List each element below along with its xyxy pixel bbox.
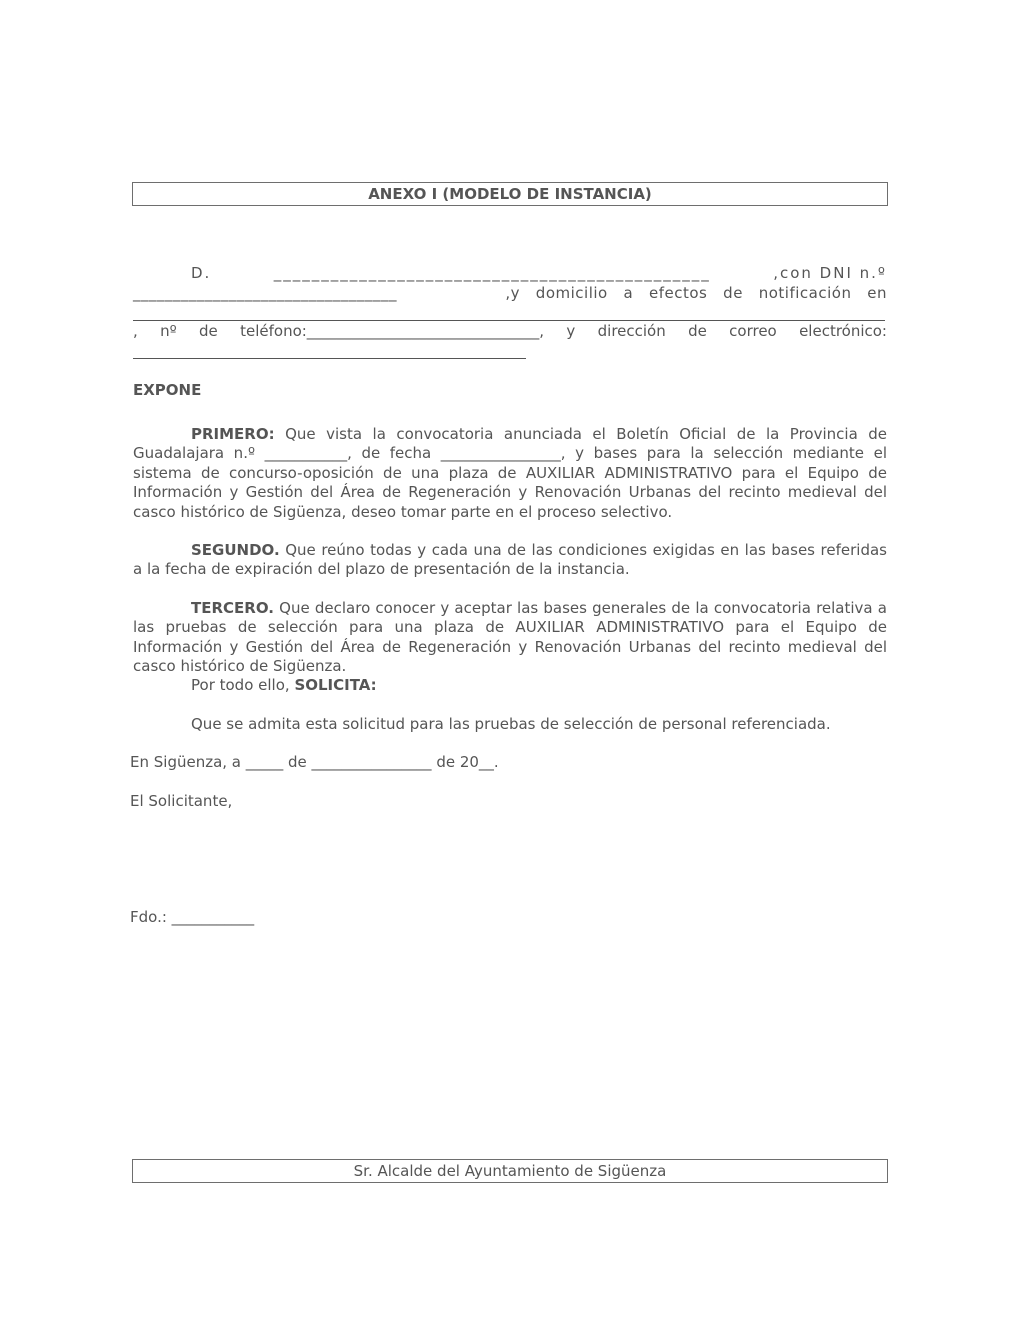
applicant-prefix: D. xyxy=(191,264,212,282)
addressee-box: Sr. Alcalde del Ayuntamiento de Sigüenza xyxy=(132,1159,888,1183)
signature-line: Fdo.: ___________ xyxy=(130,908,255,926)
date-line: En Sigüenza, a _____ de ________________ de 20__. xyxy=(130,753,499,771)
segundo-text: Que reúno todas y cada una de las condiciones exigidas en las bases referidas a la fecha de expiración del plazo de presentación de la instancia. xyxy=(133,541,887,579)
solicita-label: SOLICITA: xyxy=(294,676,377,694)
signer-label: El Solicitante, xyxy=(130,792,233,810)
solicita-prefix: Por todo ello, xyxy=(191,676,295,694)
tercero-paragraph xyxy=(133,599,887,677)
dni-label: ,con DNI n.º xyxy=(773,264,887,282)
dni-blank[interactable]: _________________________________ xyxy=(133,284,397,302)
expone-heading: EXPONE xyxy=(133,381,202,399)
solicita-line xyxy=(133,676,887,695)
email-blank-line[interactable] xyxy=(133,358,526,359)
primero-text: Que vista la convocatoria anunciada el Boletín Oficial de la Provincia de Guadalajara n.º ___________, de fecha ________________, y bases para la selección mediante el sistema de concurso-oposición de una plaza de AUXILIAR ADMINISTRATIVO para el Equipo de Información y Gestión del Área de Regeneración y Renovación Urbanas del recinto medieval del casco histórico de Sigüenza, deseo tomar parte en el proceso selectivo. xyxy=(133,425,887,521)
address-label: ,y domicilio a efectos de notificación en xyxy=(505,284,887,302)
name-blank[interactable]: ______________________________________________ xyxy=(273,264,711,282)
applicant-line-4: , nº de teléfono:_______________________________, y dirección de correo electrónico: xyxy=(133,322,887,340)
address-blank-line[interactable] xyxy=(133,320,885,321)
applicant-line-2 xyxy=(133,284,887,303)
segundo-label: SEGUNDO. xyxy=(191,541,280,559)
request-paragraph xyxy=(133,715,887,734)
primero-label: PRIMERO: xyxy=(191,425,275,443)
applicant-line-1 xyxy=(133,264,887,283)
document-title: ANEXO I (MODELO DE INSTANCIA) xyxy=(132,182,888,206)
request-text: Que se admita esta solicitud para las pruebas de selección de personal referenciada. xyxy=(191,715,831,733)
segundo-paragraph xyxy=(133,541,887,580)
tercero-label: TERCERO. xyxy=(191,599,274,617)
tercero-text: Que declaro conocer y aceptar las bases generales de la convocatoria relativa a las pruebas de selección para una plaza de AUXILIAR ADMINISTRATIVO para el Equipo de Información y Gestión del Área de Regeneración y Renovación Urbanas del recinto medieval del casco histórico de Sigüenza. xyxy=(133,599,887,676)
primero-paragraph xyxy=(133,425,887,522)
